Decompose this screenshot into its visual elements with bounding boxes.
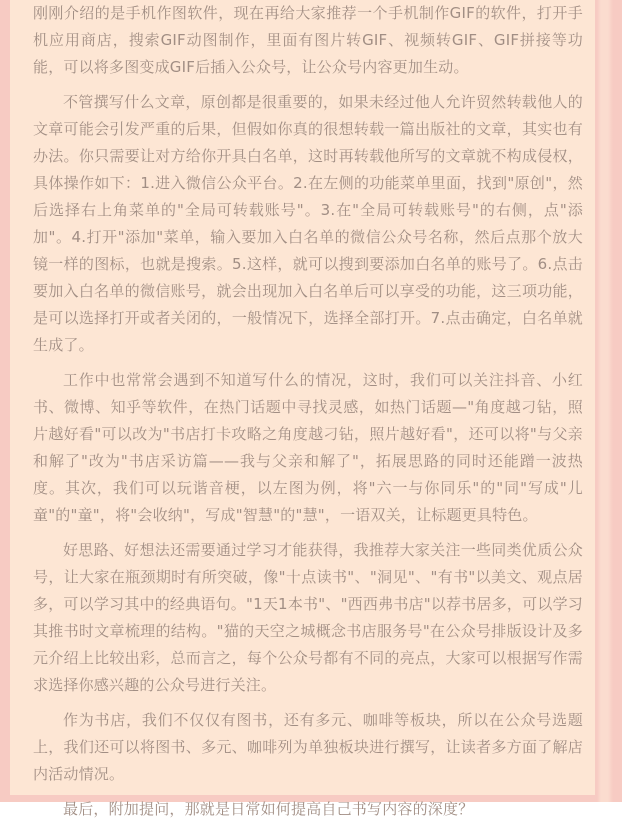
paragraph-hot-topics-inspiration: 工作中也常常会遇到不知道写什么的情况，这时，我们可以关注抖音、小红书、微博、知乎等软件，在热门话题中寻找灵感，如热门话题—"角度越刁钻，照片越好看"可以改为"书店打卡攻略之角度越刁钻，照片越好看"，还可以将"与父亲和解了"改为"书店采访篇——我与父亲和解了"，拓展思路的同时还能蹭一波热度。其次，我们可以玩谐音梗，以左图为例，将"六一与你同乐"的"同"写成"儿童"的"童"，将"会收纳"，写成"智慧"的"慧"，一语双关，让标题更具特色。: [33, 371, 583, 524]
paragraph-gif-software: 刚刚介绍的是手机作图软件，现在再给大家推荐一个手机制作GIF的软件，打开手机应用商店，搜索GIF动图制作，里面有图片转GIF、视频转GIF、GIF拼接等功能，可以将多图变成GIF后插入公众号，让公众号内容更加生动。: [33, 4, 583, 76]
paragraph-bookstore-sections: 作为书店，我们不仅仅有图书，还有多元、咖啡等板块，所以在公众号选题上，我们还可以将图书、多元、咖啡列为单独板块进行撰写，让读者多方面了解店内活动情况。: [33, 711, 583, 783]
paragraph-original-whitelist: 不管撰写什么文章，原创都是很重要的，如果未经过他人允许贸然转载他人的文章可能会引发严重的后果，但假如你真的很想转载一篇出版社的文章，其实也有办法。你只需要让对方给你开具白名单，这时再转载他所写的文章就不构成侵权，具体操作如下：1.进入微信公众平台。2.在左侧的功能菜单里面，找到"原创"，然后选择右上角菜单的"全局可转载账号"。3.在"全局可转载账号"的右侧，点"添加"。4.打开"添加"菜单，输入要加入白名单的微信公众号名称，然后点那个放大镜一样的图标，也就是搜索。5.这样，就可以搜到要添加白名单的账号了。6.点击要加入白名单的微信账号，就会出现加入白名单后可以享受的功能，这三项功能，是可以选择打开或者关闭的，一般情况下，选择全部打开。7.点击确定，白名单就生成了。: [33, 93, 583, 354]
article-content: [10, 0, 595, 818]
paragraph-recommended-accounts: 好思路、好想法还需要通过学习才能获得，我推荐大家关注一些同类优质公众号，让大家在瓶颈期时有所突破，像"十点读书"、"洞见"、"有书"以美文、观点居多，可以学习其中的经典语句。"1天1本书"、"西西弗书店"以荐书居多，可以学习其推书时文章梳理的结构。"猫的天空之城概念书店服务号"在公众号排版设计及多元介绍上比较出彩，总而言之，每个公众号都有不同的亮点，大家可以根据写作需求选择你感兴趣的公众号进行关注。: [33, 541, 583, 694]
paragraph-final-question: 最后，附加提问，那就是日常如何提高自己书写内容的深度？: [63, 800, 474, 818]
